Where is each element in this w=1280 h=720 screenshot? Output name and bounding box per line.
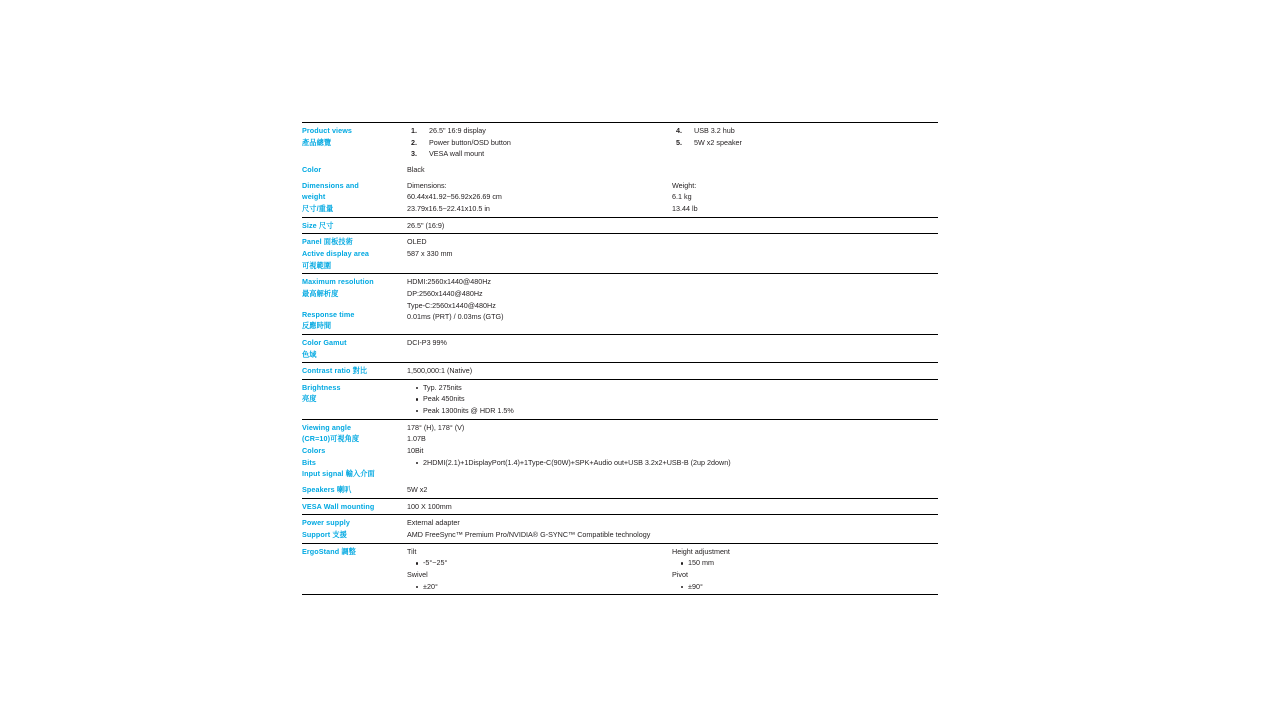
label-cell-dimensions	[302, 178, 407, 217]
value-max-resolution-dp: DP:2560x1440@480Hz	[407, 288, 483, 298]
label-input-signal-cjk: 輸入介面	[345, 469, 375, 479]
list-number: 3.	[411, 149, 417, 159]
list-item: ±90°	[681, 581, 938, 593]
label-cell-size	[302, 217, 407, 234]
value-color-gamut: DCI-P3 99%	[407, 337, 447, 347]
value-cell-dimensions	[407, 178, 672, 217]
label-active-display-area-cjk: 可視範圍	[302, 260, 332, 270]
label-input-signal-en: Input signal	[302, 469, 344, 479]
label-size-en: Size	[302, 220, 317, 230]
label-active-display-area-en: Active display area	[302, 248, 370, 258]
list-number: 2.	[411, 137, 417, 147]
label-speakers-cjk: 喇叭	[336, 485, 352, 495]
value-size: 26.5" (16:9)	[407, 220, 445, 230]
label-power-supply-en: Power supply	[302, 518, 350, 528]
value-cell-viewing-angle-group	[407, 419, 938, 482]
label-contrast-ratio-en: Contrast ratio	[302, 366, 351, 376]
label-ergostand	[302, 546, 407, 558]
list-number: 4.	[676, 126, 682, 135]
value-cell-product-views-right	[672, 123, 938, 162]
label-dimensions-cjk: 尺寸/重量	[302, 203, 334, 213]
list-item	[407, 148, 672, 160]
table-row-speakers	[302, 482, 938, 498]
label-product-views-cjk: 產品總覽	[302, 137, 332, 147]
weight-lb: 13.44 lb	[672, 203, 698, 213]
label-cell-max-resolution	[302, 274, 407, 335]
value-power-supply: External adapter	[407, 518, 460, 528]
label-brightness-cjk: 亮度	[302, 394, 317, 404]
value-cell-brightness	[407, 379, 672, 419]
list-item	[407, 137, 672, 149]
table-row-brightness	[302, 379, 938, 419]
label-response-time-cjk: 反應時間	[302, 321, 332, 331]
value-cell-speakers-right	[672, 482, 938, 498]
brightness-bullet-list	[407, 382, 672, 417]
ergostand-height-list	[672, 557, 938, 569]
ergostand-tilt-list	[407, 557, 672, 569]
label-max-resolution-cjk: 最高解析度	[302, 288, 339, 298]
label-color-gamut-en: Color Gamut	[302, 337, 347, 347]
value-color: Black	[407, 164, 425, 174]
label-contrast-ratio	[302, 365, 407, 377]
label-cell-viewing-angle	[302, 419, 407, 482]
label-dimensions-en-line2: weight	[302, 192, 326, 202]
value-cell-product-views-left	[407, 123, 672, 162]
label-size-cjk: 尺寸	[318, 220, 334, 230]
value-cell-color-gamut	[407, 334, 672, 362]
product-views-list-right	[672, 125, 938, 148]
value-cell-panel-right	[672, 234, 938, 274]
value-cell-color-right	[672, 162, 938, 178]
input-signal-bullet-list	[407, 457, 938, 469]
ergostand-swivel-list	[407, 581, 672, 593]
label-response-time-en: Response time	[302, 309, 355, 319]
value-cell-color-gamut-right	[672, 334, 938, 362]
list-text: VESA wall mount	[429, 149, 485, 159]
label-speakers	[302, 484, 407, 496]
label-cell-speakers	[302, 482, 407, 498]
table-row-size	[302, 217, 938, 234]
label-color-en: Color	[302, 164, 322, 174]
label-bits-en: Bits	[302, 457, 316, 467]
list-item	[672, 137, 938, 149]
label-viewing-angle-en-line2: (CR=10)	[302, 434, 331, 444]
ergostand-height-title: Height adjustment	[672, 546, 730, 556]
list-text: 5W x2 speaker	[694, 137, 742, 147]
value-cell-contrast-ratio	[407, 363, 672, 380]
list-number: 5.	[676, 137, 682, 147]
value-cell-vesa	[407, 498, 672, 515]
value-cell-contrast-ratio-right	[672, 363, 938, 380]
value-vesa: 100 X 100mm	[407, 501, 452, 511]
ergostand-pivot-list	[672, 581, 938, 593]
value-cell-panel	[407, 234, 672, 274]
value-viewing-angle: 178° (H), 178° (V)	[407, 422, 465, 432]
value-bits: 10Bit	[407, 446, 424, 456]
label-panel	[302, 236, 407, 248]
value-cell-vesa-right	[672, 498, 938, 515]
label-viewing-angle-line2	[302, 433, 407, 445]
table-row-vesa	[302, 498, 938, 515]
label-cell-vesa	[302, 498, 407, 515]
label-cell-power-support	[302, 515, 407, 543]
label-size	[302, 220, 407, 232]
table-row-max-resolution	[302, 274, 938, 335]
value-support: AMD FreeSync™ Premium Pro/NVIDIA® G-SYNC™ Compatible technology	[407, 530, 651, 540]
label-cell-product-views	[302, 123, 407, 162]
value-cell-weight	[672, 178, 938, 217]
list-item: Peak 1300nits @ HDR 1.5%	[416, 405, 672, 417]
value-active-display-area: 587 x 330 mm	[407, 248, 453, 258]
value-cell-max-resolution-right	[672, 274, 938, 335]
list-item	[672, 125, 938, 137]
list-item: Peak 450nits	[416, 393, 672, 405]
label-panel-cjk: 面板技術	[323, 237, 353, 247]
value-max-resolution-typec: Type-C:2560x1440@480Hz	[407, 300, 496, 310]
value-cell-brightness-right	[672, 379, 938, 419]
label-ergostand-cjk: 調整	[341, 546, 356, 556]
value-cell-ergostand-right	[672, 543, 938, 595]
weight-kg: 6.1 kg	[672, 192, 692, 202]
label-dimensions-en-line1: Dimensions and	[302, 180, 359, 190]
value-colors: 1.07B	[407, 434, 426, 444]
label-cell-brightness	[302, 379, 407, 419]
value-max-resolution-hdmi: HDMI:2560x1440@480Hz	[407, 277, 492, 287]
dimensions-in: 23.79x16.5~22.41x10.5 in	[407, 203, 490, 213]
product-views-list-left	[407, 125, 672, 160]
value-cell-power-support	[407, 515, 938, 543]
list-number: 1.	[411, 126, 417, 135]
table-row-dimensions-weight	[302, 178, 938, 217]
label-colors-en: Colors	[302, 446, 326, 456]
list-text: 26.5" 16:9 display	[429, 126, 486, 135]
value-response-time: 0.01ms (PRT) / 0.03ms (GTG)	[407, 312, 504, 322]
label-cell-color	[302, 162, 407, 178]
value-cell-speakers	[407, 482, 672, 498]
value-cell-size-right	[672, 217, 938, 234]
value-cell-size	[407, 217, 672, 234]
value-cell-max-resolution	[407, 274, 672, 335]
value-cell-color	[407, 162, 672, 178]
value-panel: OLED	[407, 237, 427, 247]
ergostand-swivel-title: Swivel	[407, 570, 428, 579]
ergostand-tilt-title: Tilt	[407, 546, 417, 556]
value-contrast-ratio: 1,500,000:1 (Native)	[407, 366, 473, 376]
table-row-ergostand	[302, 543, 938, 595]
list-text: USB 3.2 hub	[694, 126, 735, 135]
ergostand-pivot-title: Pivot	[672, 570, 688, 579]
label-color-gamut-cjk: 色域	[302, 349, 317, 359]
list-text: Power button/OSD button	[429, 137, 511, 147]
value-speakers: 5W x2	[407, 485, 428, 495]
list-item: 2HDMI(2.1)+1DisplayPort(1.4)+1Type-C(90W)+SPK+Audio out+USB 3.2x2+USB-B (2up 2down)	[416, 457, 938, 469]
value-cell-ergostand-left	[407, 543, 672, 595]
weight-title: Weight:	[672, 180, 697, 190]
label-cell-ergostand	[302, 543, 407, 595]
table-row-color-gamut	[302, 334, 938, 362]
label-viewing-angle-en-line1: Viewing angle	[302, 422, 352, 432]
label-cell-contrast-ratio	[302, 363, 407, 380]
table-row-color	[302, 162, 938, 178]
table-row-power-support	[302, 515, 938, 543]
dimensions-title: Dimensions:	[407, 180, 447, 190]
table-row-viewing-angle	[302, 419, 938, 482]
label-vesa-en: VESA Wall mounting	[302, 501, 375, 511]
list-item: Typ. 275nits	[416, 382, 672, 394]
table-row-contrast-ratio	[302, 363, 938, 380]
label-contrast-ratio-cjk: 對比	[352, 366, 368, 376]
label-brightness-en: Brightness	[302, 382, 341, 392]
label-input-signal	[302, 468, 407, 480]
label-support-en: Support	[302, 530, 331, 540]
label-support-cjk: 支援	[332, 530, 347, 540]
list-item: -5°~25°	[416, 557, 672, 569]
table-row-panel	[302, 234, 938, 274]
product-specification-table	[302, 122, 938, 595]
label-speakers-en: Speakers	[302, 485, 335, 495]
label-product-views-en: Product views	[302, 126, 353, 135]
list-item	[407, 125, 672, 137]
list-item: ±20°	[416, 581, 672, 593]
label-viewing-angle-cjk: 可視角度	[330, 434, 360, 444]
label-max-resolution-en: Maximum resolution	[302, 277, 374, 287]
label-ergostand-en: ErgoStand	[302, 546, 340, 556]
label-cell-panel	[302, 234, 407, 274]
label-panel-en: Panel	[302, 237, 322, 247]
label-support	[302, 529, 407, 541]
dimensions-cm: 60.44x41.92~56.92x26.69 cm	[407, 192, 502, 202]
label-cell-color-gamut	[302, 334, 407, 362]
table-row-product-views	[302, 123, 938, 162]
list-item: 150 mm	[681, 557, 938, 569]
